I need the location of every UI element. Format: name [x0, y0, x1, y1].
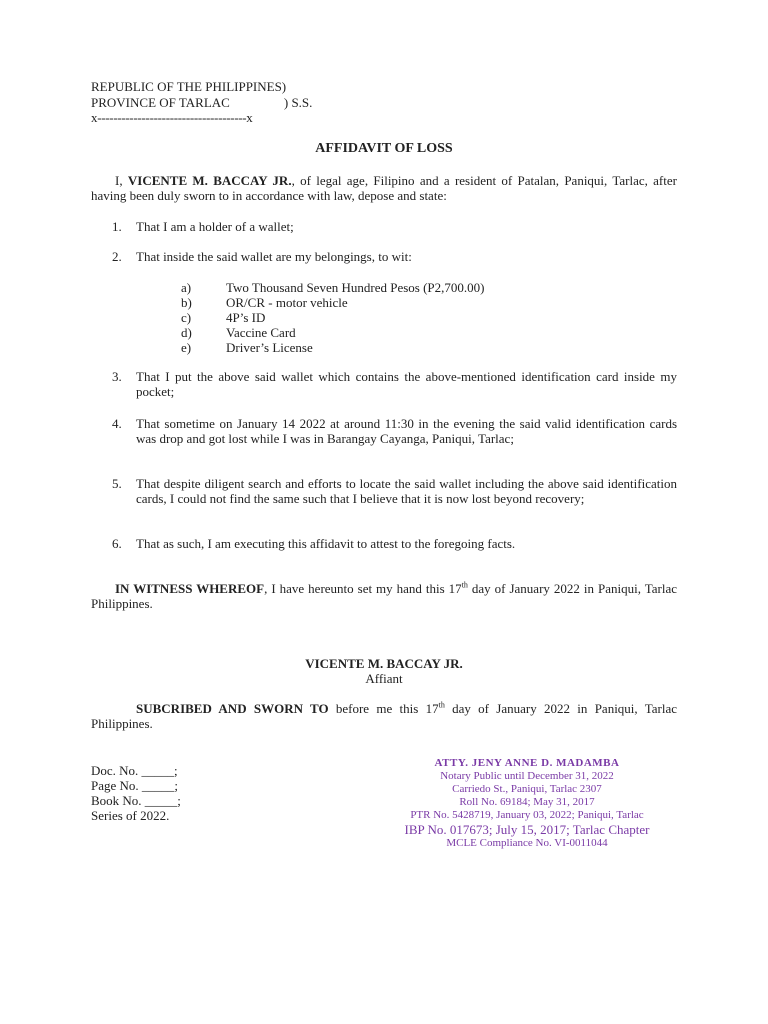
intro-name: VICENTE M. BACCAY JR. — [127, 173, 292, 188]
belonging-text: Vaccine Card — [226, 325, 296, 340]
document-title: AFFIDAVIT OF LOSS — [315, 141, 453, 156]
notary-ibp: IBP No. 017673; July 15, 2017; Tarlac Chapter — [404, 822, 650, 837]
header-republic: REPUBLIC OF THE PHILIPPINES) — [91, 79, 287, 94]
witness-paragraph — [91, 581, 677, 611]
belonging-letter: e) — [181, 340, 192, 355]
belonging-e — [181, 340, 313, 355]
item-3 — [112, 369, 677, 399]
belonging-c — [181, 310, 265, 325]
item-text: That I am a holder of a wallet; — [136, 219, 294, 234]
belonging-letter: d) — [181, 325, 192, 340]
sworn-paragraph — [91, 701, 677, 731]
notary-mcle: MCLE Compliance No. VI-0011044 — [446, 837, 608, 849]
belonging-text: Two Thousand Seven Hundred Pesos (P2,700.00) — [226, 280, 485, 295]
belonging-d — [181, 325, 296, 340]
witness-bold: IN WITNESS WHEREOF — [115, 581, 265, 596]
notary-roll: Roll No. 69184; May 31, 2017 — [459, 796, 595, 808]
item-number: 5. — [112, 476, 122, 491]
sworn-text-2: day of January 2022 in Paniqui, Tarlac Philippines. — [91, 701, 677, 731]
notary-commission: Notary Public until December 31, 2022 — [440, 770, 614, 782]
item-1 — [112, 219, 677, 234]
series-no: Series of 2022. — [91, 808, 170, 823]
item-text: That inside the said wallet are my belongings, to wit: — [136, 249, 412, 264]
header-ss: ) S.S. — [283, 95, 313, 110]
item-4 — [112, 416, 677, 446]
witness-sup: th — [461, 580, 468, 590]
item-text: That sometime on January 14 2022 at around 11:30 in the evening the said valid identification cards was drop and got lost while I was in Barangay Cayanga, Paniqui, Tarlac; — [136, 416, 677, 446]
belonging-text: Driver’s License — [226, 340, 313, 355]
belonging-letter: a) — [181, 280, 192, 295]
item-text: That I put the above said wallet which contains the above-mentioned identification card inside my pocket; — [136, 369, 677, 399]
notary-name: ATTY. JENY ANNE D. MADAMBA — [434, 757, 620, 769]
notary-ptr: PTR No. 5428719, January 03, 2022; Paniqui, Tarlac — [410, 809, 644, 821]
header-province-label: PROVINCE OF TARLAC — [91, 95, 230, 110]
belonging-letter: b) — [181, 295, 192, 310]
header-divider: x-------------------------------------x — [91, 110, 253, 125]
item-6 — [112, 536, 677, 551]
item-number: 2. — [112, 249, 122, 264]
item-number: 1. — [112, 219, 122, 234]
notary-address: Carriedo St., Paniqui, Tarlac 2307 — [452, 783, 602, 795]
item-number: 3. — [112, 369, 122, 384]
intro-paragraph — [91, 173, 677, 203]
sworn-text: before me this 17 — [328, 701, 439, 716]
doc-no: Doc. No. _____; — [91, 763, 178, 778]
affiant-name: VICENTE M. BACCAY JR. — [305, 656, 463, 671]
notary-block — [342, 757, 712, 850]
belonging-a — [181, 280, 484, 295]
item-2 — [112, 249, 677, 264]
belonging-b — [181, 295, 348, 310]
sworn-sup: th — [438, 700, 445, 710]
item-number: 6. — [112, 536, 122, 551]
item-number: 4. — [112, 416, 122, 431]
affiant-label: Affiant — [365, 671, 403, 686]
intro-rest: , of legal age, Filipino and a resident of Patalan, Paniqui, Tarlac, after having been duly sworn to in accordance with law, depose and state: — [91, 173, 677, 203]
item-text: That as such, I am executing this affidavit to attest to the foregoing facts. — [136, 536, 516, 551]
item-5 — [112, 476, 677, 506]
belonging-letter: c) — [181, 310, 192, 325]
witness-text-2: day of January 2022 in Paniqui, Tarlac Philippines. — [91, 581, 677, 611]
witness-text: , I have hereunto set my hand this 17 — [264, 581, 462, 596]
header-province — [91, 95, 312, 110]
item-text: That despite diligent search and efforts to locate the said wallet including the above said identification cards, I could not find the same such that I believe that it is now lost beyond recovery; — [136, 476, 677, 506]
intro-prefix: I, — [115, 173, 128, 188]
book-no: Book No. _____; — [91, 793, 181, 808]
sworn-bold: SUBCRIBED AND SWORN TO — [136, 701, 329, 716]
page-no: Page No. _____; — [91, 778, 179, 793]
belonging-text: 4P’s ID — [226, 310, 266, 325]
belonging-text: OR/CR - motor vehicle — [226, 295, 348, 310]
